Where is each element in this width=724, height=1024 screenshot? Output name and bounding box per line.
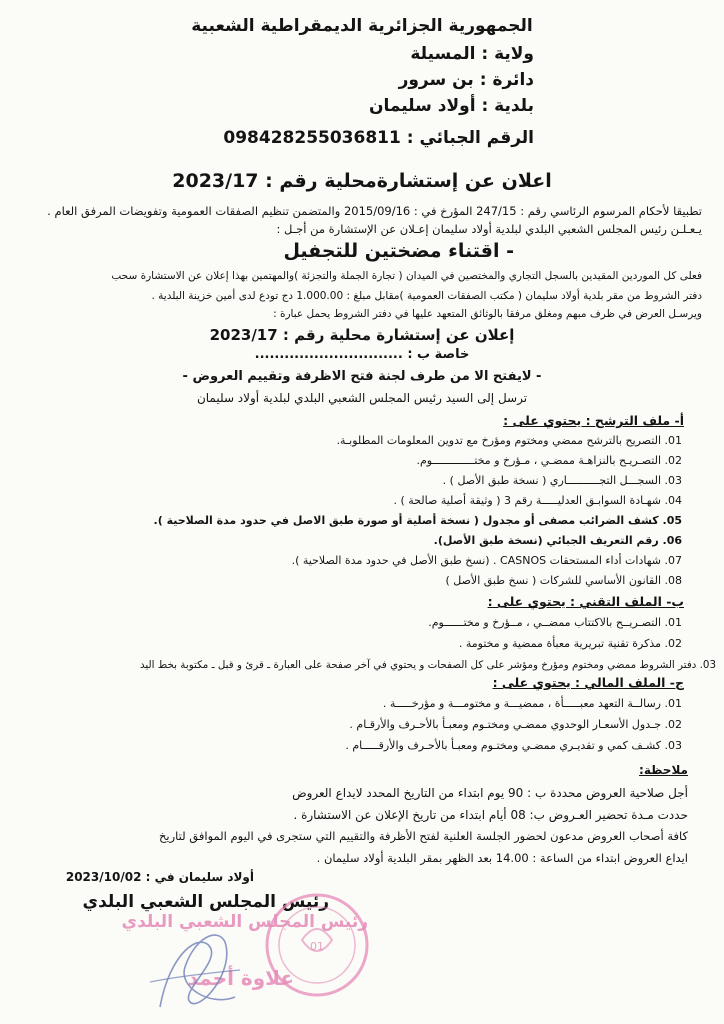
technical-heading: ب- الملف التقني : يحتوي على : — [487, 594, 684, 609]
note-line-2: حددت مـدة تحضير العـروض ب: 08 أيام ابتداء من تاريخ الإعلان عن الاستشارة . — [293, 808, 688, 822]
official-stamp — [262, 870, 372, 1020]
candidature-item: 05. كشف الضرائب مصفى أو مجدول ( نسخة أصلية أو صورة طبق الاصل في حدود مدة الصلاحية ). — [153, 514, 682, 527]
note-line-1: أجل صلاحية العروض محددة ب : 90 يوم ابتداء من التاريخ المحدد لايداع العروض — [292, 786, 688, 800]
body-line-3: ويرسـل العرض في ظرف مبهم ومغلق مرفقا بالوثائق المتعهد عليها في دفتر الشروط يحمل عبارة : — [273, 308, 702, 320]
financial-item: 03. كشـف كمي و تقديـري ممضـي ومختـوم ومعبـأ بالأحـرف والأرقـــــام . — [345, 739, 682, 752]
stamp-name: علاوة أحمد — [187, 966, 294, 990]
technical-item: 01. التصـريــح بالاكتتاب ممضــي ، مــؤرخ و مختــــــوم. — [428, 616, 682, 629]
candidature-item: 03. السجـــل التجــــــــــاري ( نسخة طبق الأصل ) . — [442, 474, 682, 487]
wilaya-line: ولاية : المسيلة — [410, 44, 534, 64]
body-line-1: فعلى كل الموردين المقيدين بالسجل التجاري والمختصين في الميدان ( تجارة الجملة والتجزئة )والمهتمين بهذا إعلان عن الاستشارة سحب — [111, 270, 702, 282]
technical-item: 02. مذكرة تقنية تبريرية معبأة ممضية و مختومة . — [458, 637, 682, 650]
financial-heading: ج- الملف المالي : يحتوي على : — [492, 675, 684, 690]
baladia-line: بلدية : أولاد سليمان — [368, 96, 534, 116]
stamp-title: رئيس المجلس الشعبي البلدي — [121, 912, 368, 932]
note-line-3: كافة أصحاب العروض مدعون لحضور الجلسة العلنية لفتح الأظرفة والتقييم التي ستجرى في اليوم الموافق لتاريخ — [158, 829, 688, 843]
intro-line-2: يـعـلـن رئيس المجلس الشعبي البلدي لبلدية أولاد سليمان إعـلان عن الإستشارة من أجـل : — [276, 222, 702, 236]
tax-number-line: الرقم الجبائي : 098428255036811 — [223, 128, 534, 148]
financial-item: 02. جـدول الأسعـار الوحدوي ممضـي ومختـوم ومعبـأ بالأحـرف والأرقـام . — [349, 718, 682, 731]
candidature-item: 02. التصـريـح بالنزاهـة ممضـي ، مـؤرخ و مختـــــــــــــوم. — [416, 454, 682, 467]
envelope-title: إعلان عن إستشارة محلية رقم : 2023/17 — [209, 326, 515, 344]
place-date: أولاد سليمان في : 2023/10/02 — [65, 870, 254, 884]
financial-item: 01. رسالــة التعهد معبـــــأة ، ممضيـــة و مختومـــة و مؤرخـــــة . — [382, 697, 682, 710]
svg-text:01: 01 — [310, 940, 324, 953]
announcement-title: اعلان عن إستشارةمحلية رقم : 2023/17 — [172, 170, 552, 192]
candidature-item: 01. التصريح بالترشح ممضي ومختوم ومؤرخ مع تدوين المعلومات المطلوبـة. — [336, 434, 682, 447]
subject-title: - اقتناء مضختين للتجفيل — [283, 240, 514, 262]
daira-line: دائرة : بن سرور — [398, 70, 534, 90]
signatory-title: رئيس المجلس الشعبي البلدي — [82, 892, 329, 912]
republic-header: الجمهورية الجزائرية الديمقراطية الشعبية — [191, 16, 533, 36]
candidature-item: 06. رقم التعريف الجبائي (نسخة طبق الأصل). — [433, 534, 682, 547]
body-line-2: دفتر الشروط من مقر بلدية أولاد سليمان ( مكتب الصفقات العمومية )مقابل مبلغ : 1.000.00 دج تودع لدى أمين خزينة البلدية . — [151, 290, 702, 302]
intro-line-1: تطبيقا لأحكام المرسوم الرئاسي رقم : 247/15 المؤرخ في : 2015/09/16 والمتضمن تنظيم الصفقات العمومية وتفويضات المرفق العام . — [47, 204, 702, 218]
envelope-send-to: ترسل إلى السيد رئيس المجلس الشعبي البلدي لبلدية أولاد سليمان — [196, 391, 528, 405]
notes-heading: ملاحظة: — [639, 763, 688, 777]
handwritten-signature — [140, 912, 250, 1022]
candidature-heading: أ- ملف الترشح : يحتوي على : — [503, 413, 684, 428]
candidature-item: 07. شهادات أداء المستحقات CASNOS . (نسخ طبق الأصل في حدود مدة الصلاحية ). — [291, 554, 682, 567]
candidature-item: 08. القانون الأساسي للشركات ( نسخ طبق الأصل ) — [445, 574, 682, 587]
envelope-special: خاصة ب : .............................. — [254, 347, 470, 362]
envelope-warning: - لايفتح الا من طرف لجنة فتح الاظرفة وتقييم العروض - — [182, 369, 542, 384]
note-line-4: ايداع العروض ابتداء من الساعة : 14.00 بعد الظهر بمقر البلدية أولاد سليمان . — [316, 851, 688, 865]
technical-item: 03. دفتر الشروط ممضي ومختوم ومؤرخ ومؤشر على كل الصفحات و يحتوي في آخر صفحة على العبارة ـ قرئ و قبل ـ مكتوبة بخط اليد — [139, 659, 716, 671]
candidature-item: 04. شهـادة السوابـق العدليـــــة رقم 3 ( وثيقة أصلية صالحة ) . — [393, 494, 682, 507]
